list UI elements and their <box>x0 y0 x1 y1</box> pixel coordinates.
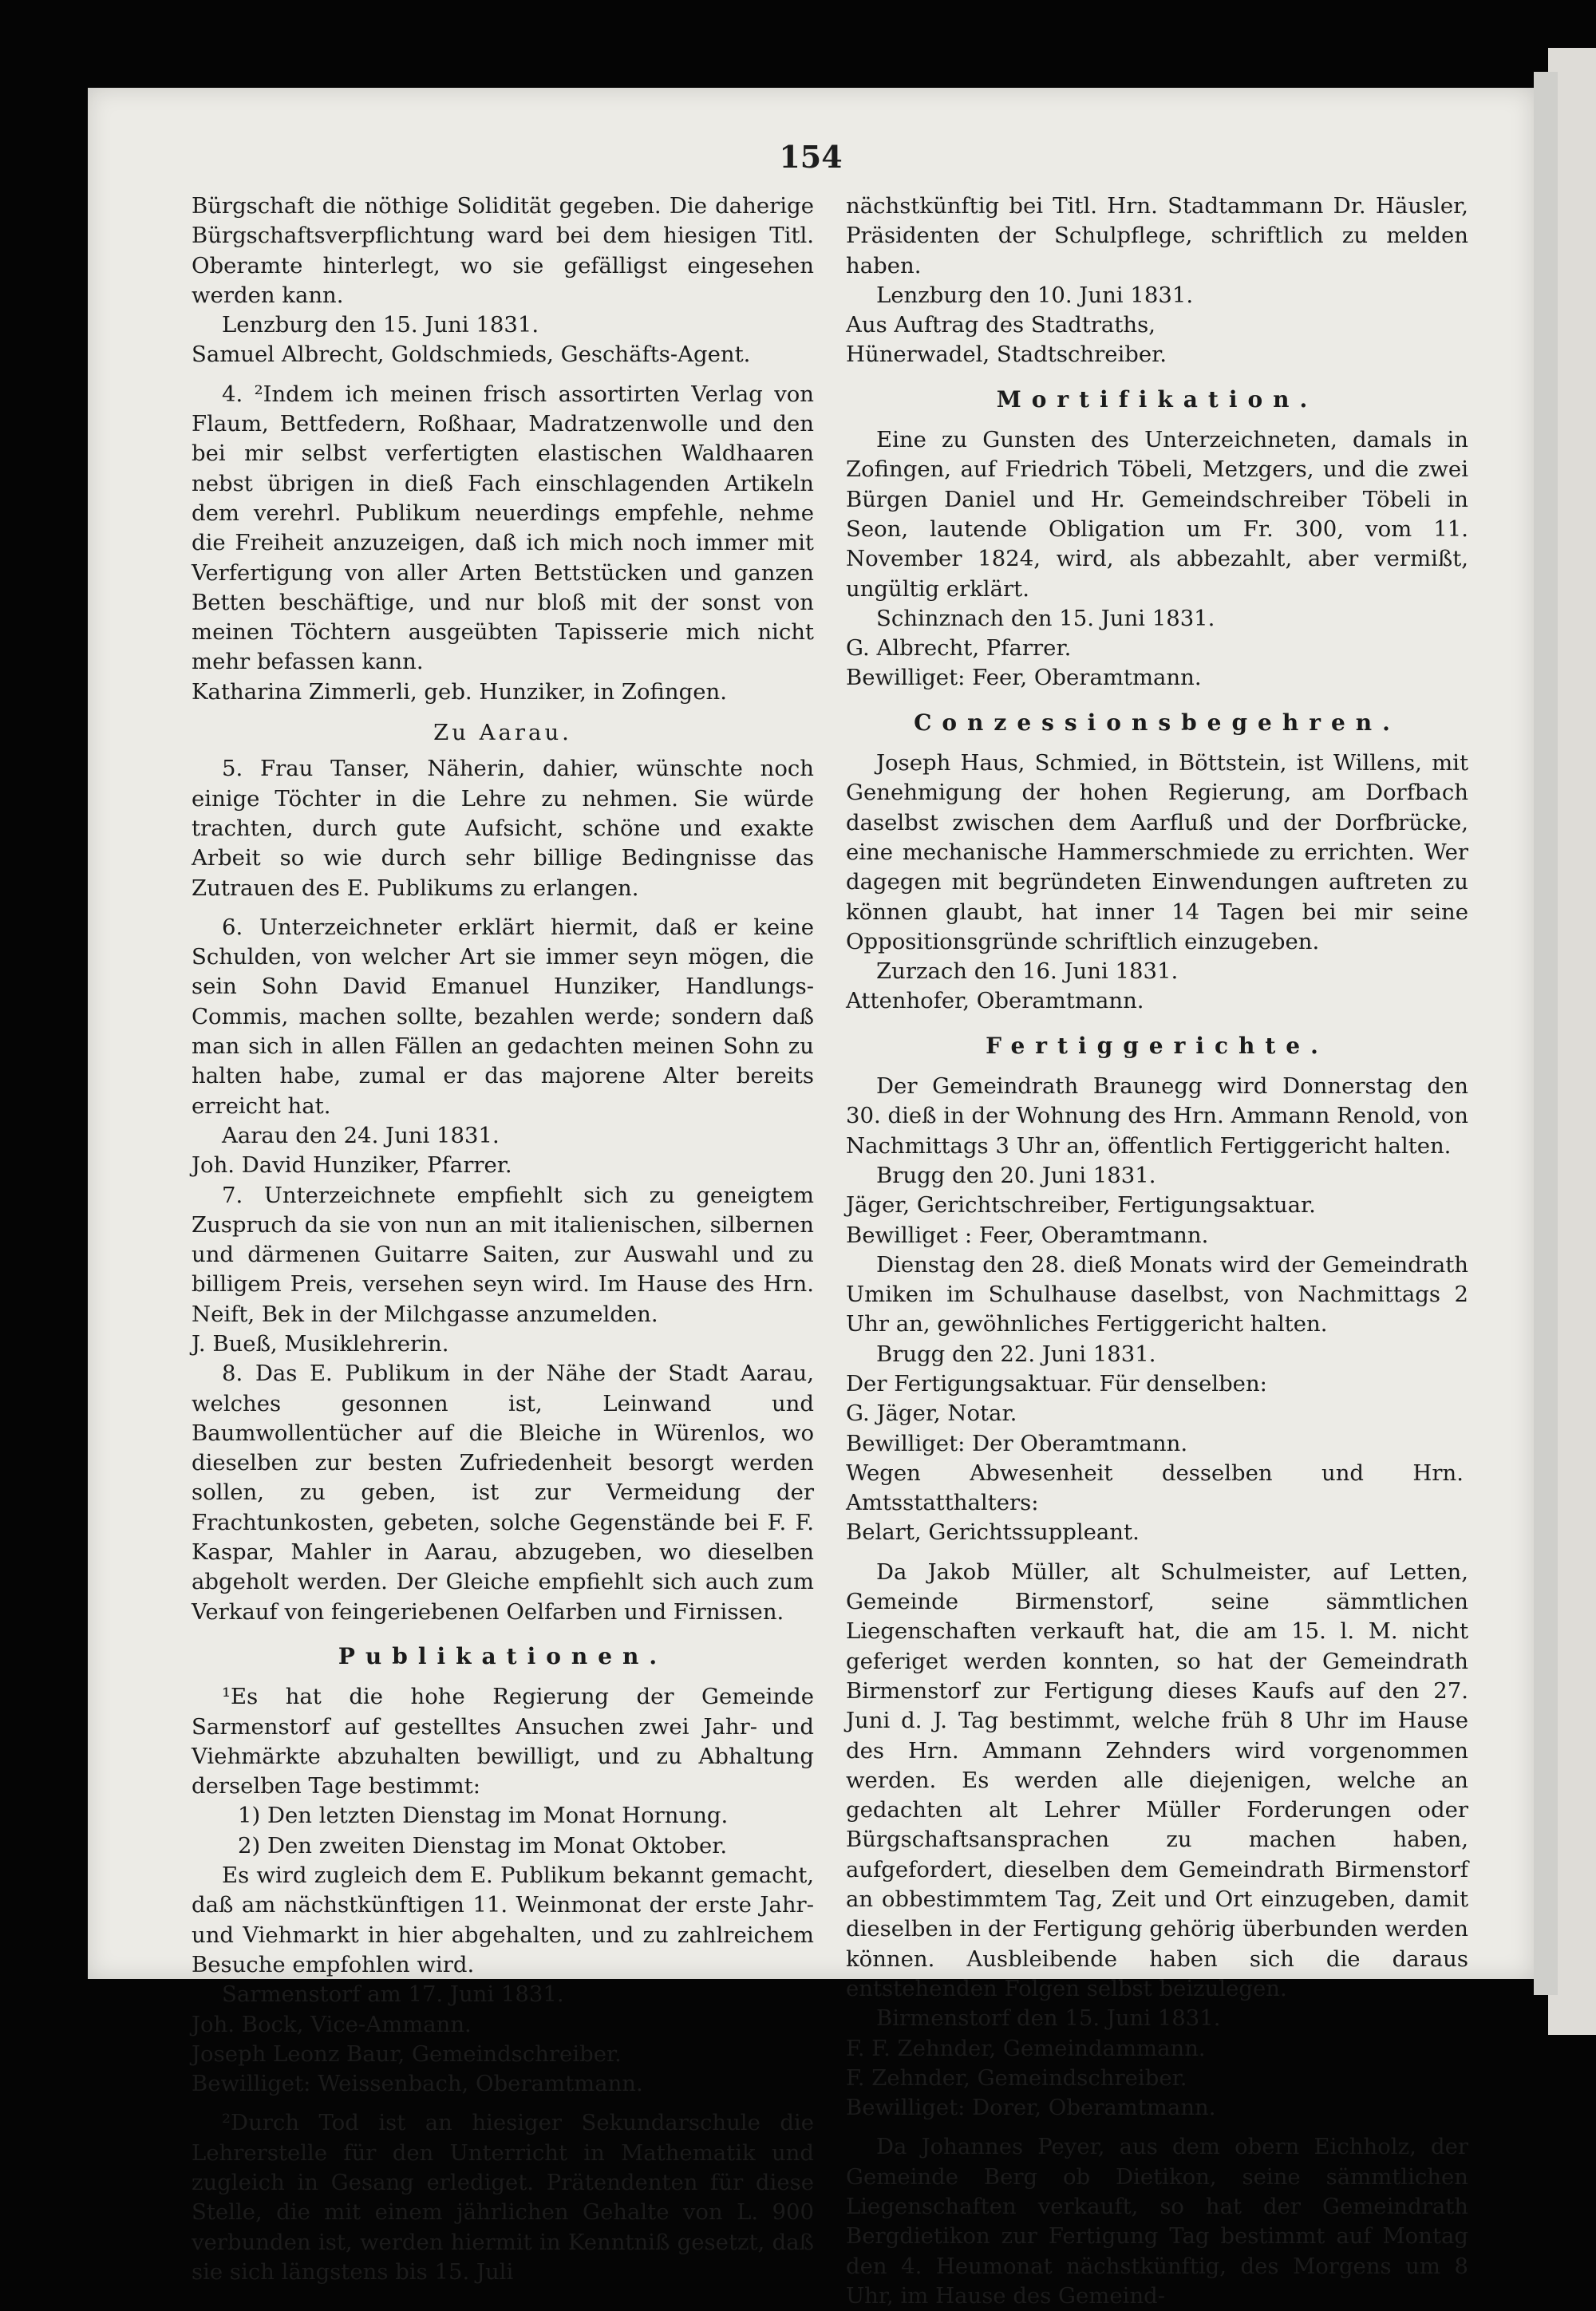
ad-6: 6. Unterzeichneter erklärt hiermit, daß er keine Schulden, von welcher Art sie immer seyn mögen, die sein Sohn David Emanuel Hunziker, Handlungs-Commis, machen sollte, bezahlen werde; sondern daß man sich in allen Fällen an gedachten meinen Sohn zu halten habe, zumal er das majorene Alter bereits erreicht hat. <box>192 914 814 1119</box>
publication-1-item-2: 2) Den zweiten Dienstag im Monat Oktober. <box>238 1832 728 1859</box>
publication-1-signature-1: Joh. Bock, Vice-Ammann. <box>192 2011 472 2037</box>
publication-2-signature-1: Aus Auftrag des Stadtraths, <box>846 312 1156 338</box>
publication-2-date: Lenzburg den 10. Juni 1831. <box>876 282 1194 308</box>
fertiggericht-2-signature-2: G. Jäger, Notar. <box>846 1400 1017 1427</box>
mortifikation-date: Schinznach den 15. Juni 1831. <box>876 605 1215 631</box>
fertiggericht-3-approval: Bewilliget: Dorer, Oberamtmann. <box>846 2095 1216 2121</box>
publication-1-signature-2: Joseph Leonz Baur, Gemeindschreiber. <box>192 2040 622 2067</box>
conzession-text: Joseph Haus, Schmied, in Böttstein, ist Willens, mit Genehmigung der hohen Regierung, am Dorfbach daselbst zwischen dem Aarfluß und der Dorfbrücke, eine mechanische Hammerschmiede zu errichten. Wer dagegen mit begründeten Einwendungen auftreten zu können glaubt, hat inner 14 Tagen bei mir seine Oppositionsgründe schriftlich einzugeben. <box>846 750 1468 954</box>
fertiggericht-1-signature: Jäger, Gerichtschreiber, Fertigungsaktuar. <box>846 1192 1316 1219</box>
ad-7: 7. Unterzeichnete empfiehlt sich zu geneigtem Zuspruch da sie von nun an mit italienischen, silbernen und därmenen Guitarre Saiten, zur Auswahl und zu billigem Preis, versehen seyn wird. Im Hause des Hrn. Neift, Bek in der Milchgasse anzumelden. <box>192 1182 814 1327</box>
mortifikation-signature: G. Albrecht, Pfarrer. <box>846 635 1072 662</box>
fertiggericht-2: Dienstag den 28. dieß Monats wird der Gemeindrath Umiken im Schulhause daselbst, von Nachmittags 2 Uhr an, gewöhnliches Fertiggericht halten. <box>846 1251 1468 1337</box>
publication-1-text-2: Es wird zugleich dem E. Publikum bekannt gemacht, daß am nächstkünftigen 11. Weinmonat der erste Jahr- und Viehmarkt in hier abgehalten, und zu zahlreichem Besuche empfohlen wird. <box>192 1863 814 1977</box>
fertiggericht-2-note-1: Wegen Abwesenheit desselben und Hrn. Amtsstatthalters: <box>846 1460 1464 1516</box>
publication-1-item-1: 1) Den letzten Dienstag im Monat Hornung. <box>238 1803 729 1829</box>
fertiggericht-2-note-2: Belart, Gerichtssuppleant. <box>846 1519 1140 1546</box>
fertiggericht-3-signature-2: F. Zehnder, Gemeindschreiber. <box>846 2064 1187 2091</box>
section-heading-publikationen: Publikationen. <box>338 1642 668 1669</box>
publication-2-signature-2: Hünerwadel, Stadtschreiber. <box>846 342 1167 368</box>
section-heading-fertiggerichte: Fertiggerichte. <box>986 1032 1329 1059</box>
ad-7-signature: J. Bueß, Musiklehrerin. <box>192 1330 449 1357</box>
section-heading-aarau: Zu Aarau. <box>433 720 572 746</box>
page-number: 154 <box>779 139 843 175</box>
fertiggericht-3-date: Birmenstorf den 15. Juni 1831. <box>876 2005 1221 2032</box>
publication-1: ¹Es hat die hohe Regierung der Gemeinde Sarmenstorf auf gestelltes Ansuchen zwei Jahr- und Viehmärkte abzuhalten bewilligt, und zu Abhaltung derselben Tage bestimmt: <box>192 1684 814 1799</box>
publication-1-approval: Bewilliget: Weissenbach, Oberamtmann. <box>192 2071 643 2097</box>
section-heading-conzessionsbegehren: Conzessionsbegehren. <box>914 709 1400 736</box>
fertiggericht-2-date: Brugg den 22. Juni 1831. <box>876 1341 1156 1367</box>
newspaper-page <box>88 88 1534 2309</box>
conzession-signature: Attenhofer, Oberamtmann. <box>846 988 1144 1014</box>
fertiggericht-1: Der Gemeindrath Braunegg wird Donnerstag den 30. dieß in der Wohnung des Hrn. Ammann Renold, von Nachmittags 3 Uhr an, öffentlich Fertiggericht halten. <box>846 1073 1468 1159</box>
fertiggericht-1-approval: Bewilliget : Feer, Oberamtmann. <box>846 1222 1209 1248</box>
ad-4-signature: Katharina Zimmerli, geb. Hunziker, in Zofingen. <box>192 678 727 705</box>
ad-8: 8. Das E. Publikum in der Nähe der Stadt Aarau, welches gesonnen ist, Leinwand und Baumwollentücher auf die Bleiche in Würenlos, wo dieselben zur besten Zufriedenheit besorgt werden sollen, zu geben, ist zur Vermeidung der Frachtunkosten, gebeten, solche Gegenstände bei F. F. Kaspar, Mahler in Aarau, abzugeben, wo dieselben abgeholt werden. Der Gleiche empfiehlt sich auch zum Verkauf von feingeriebenen Oelfarben und Firnissen. <box>192 1361 814 1625</box>
conzession-date: Zurzach den 16. Juni 1831. <box>876 958 1179 985</box>
fertiggericht-1-date: Brugg den 20. Juni 1831. <box>876 1162 1156 1188</box>
fertiggericht-2-signature-1: Der Fertigungsaktuar. Für denselben: <box>846 1370 1267 1396</box>
ad-6-signature: Joh. David Hunziker, Pfarrer. <box>192 1152 512 1179</box>
ad-4: 4. ²Indem ich meinen frisch assortirten Verlag von Flaum, Bettfedern, Roßhaar, Madratzenwolle und den bei mir selbst verfertigten elastischen Waldhaaren nebst übrigen in dieß Fach einschlagenden Artikeln dem verehrl. Publikum neuerdings empfehle, nehme die Freiheit anzuzeigen, daß ich mich noch immer mit Verfertigung von aller Arten Bettstücken und ganzen Betten beschäftige, und nur bloß mit der sonst von meinen Töchtern ausgeübten Tapisserie mich nicht mehr befassen kann. <box>192 381 814 675</box>
fertiggericht-2-approval: Bewilliget: Der Oberamtmann. <box>846 1430 1188 1456</box>
fertiggericht-3-signature-1: F. F. Zehnder, Gemeindammann. <box>846 2035 1206 2061</box>
mortifikation-text: Eine zu Gunsten des Unterzeichneten, damals in Zofingen, auf Friedrich Töbeli, Metzgers, und die zwei Bürgen Daniel und Hr. Gemeindschreiber Töbeli in Seon, lautende Obligation um Fr. 300, vom 11. November 1824, wird, als abbezahlt, aber vermißt, ungültig erklärt. <box>846 427 1468 602</box>
notice-signature: Samuel Albrecht, Goldschmieds, Geschäfts-Agent. <box>192 342 751 368</box>
fertiggericht-3: Da Jakob Müller, alt Schulmeister, auf Letten, Gemeinde Birmenstorf, seine sämmtlichen Liegenschaften verkauft hat, die am 15. l. M. nicht geferiget werden konnten, so hat der Gemeindrath Birmenstorf zur Fertigung dieses Kaufs auf den 27. Juni d. J. Tag bestimmt, welche früh 8 Uhr im Hause des Hrn. Ammann Zehnders wird vorgenommen werden. Es werden alle diejenigen, welche an gedachten alt Lehrer Müller Forderungen oder Bürgschaftsansprachen zu machen haben, aufgefordert, dieselben dem Gemeindrath Birmenstorf an obbestimmtem Tag, Zeit und Ort einzugeben, damit dieselben in der Fertigung gehörig überbunden werden können. Ausbleibende haben sich die daraus entstehenden Folgen selbst beizulegen. <box>846 1558 1468 2001</box>
publication-1-date: Sarmenstorf am 17. Juni 1831. <box>222 1981 564 2008</box>
left-column <box>192 192 814 2287</box>
ad-6-date: Aarau den 24. Juni 1831. <box>222 1122 500 1148</box>
ad-5: 5. Frau Tanser, Näherin, dahier, wünschte noch einige Töchter in die Lehre zu nehmen. Sie würde trachten, durch gute Aufsicht, schöne und exakte Arbeit so wie durch sehr billige Bedingnisse das Zutrauen des E. Publikums zu erlangen. <box>192 756 814 901</box>
right-column <box>846 192 1468 2311</box>
section-heading-mortifikation: Mortifikation. <box>996 385 1318 413</box>
fertiggericht-4: Da Johannes Peyer, aus dem obern Eichholz, der Gemeinde Berg ob Dietikon, seine sämmtlichen Liegenschaften verkauft, so hat der Gemeindrath Bergdietikon zur Fertigung Tag bestimmt auf Montag den 4. Heumonat nächstkünftig, des Morgens um 8 Uhr, im Hause des Gemeind- <box>846 2134 1468 2309</box>
page-fold <box>1534 72 1558 1995</box>
notice-date: Lenzburg den 15. Juni 1831. <box>222 312 539 338</box>
publication-2-continued: nächstkünftig bei Titl. Hrn. Stadtammann Dr. Häusler, Präsidenten der Schulpflege, schriftlich zu melden haben. <box>846 193 1468 279</box>
bürgschaft-notice: Bürgschaft die nöthige Solidität gegeben. Die daherige Bürgschaftsverpflichtung ward bei dem hiesigen Titl. Oberamte hinterlegt, wo sie gefälligst eingesehen werden kann. <box>192 193 814 308</box>
publication-2: ²Durch Tod ist an hiesiger Sekundarschule die Lehrerstelle für den Unterricht in Mathematik und zugleich in Gesang erlediget. Prätendenten für diese Stelle, die mit einem jährlichen Gehalte von L. 900 verbunden ist, werden hiermit in Kenntniß gesetzt, daß sie sich längstens bis 15. Juli <box>192 2110 814 2285</box>
mortifikation-approval: Bewilliget: Feer, Oberamtmann. <box>846 665 1202 691</box>
